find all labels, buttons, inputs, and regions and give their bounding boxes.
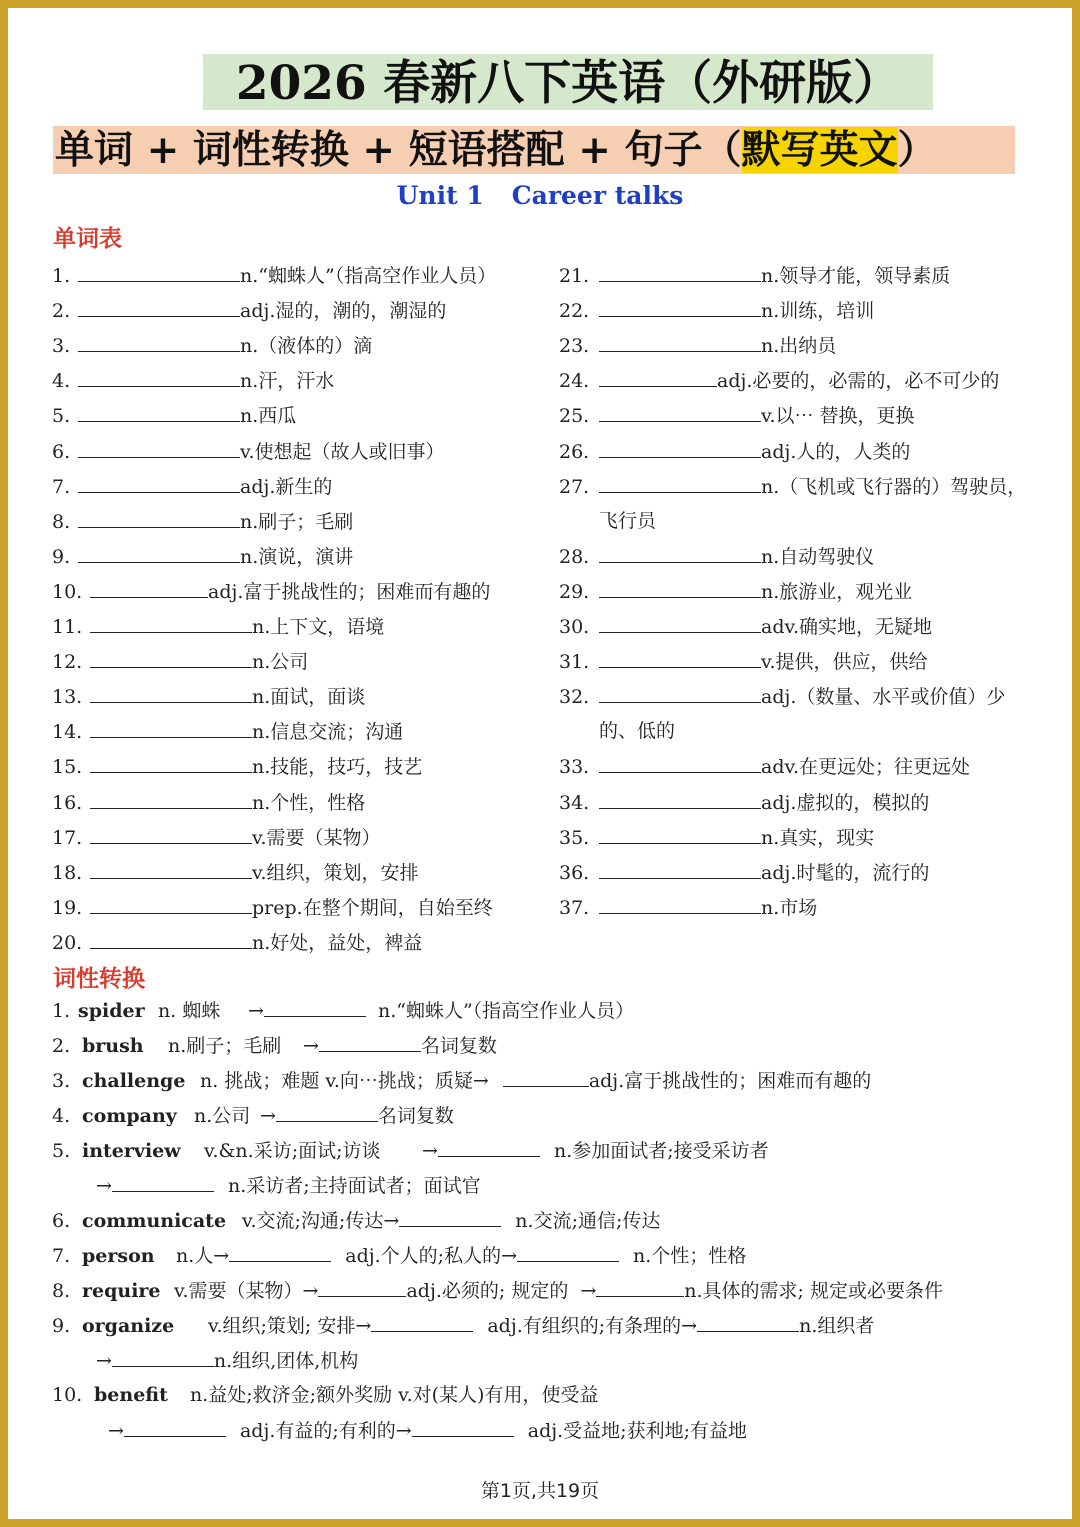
arrow-icon: → (422, 1140, 438, 1162)
conversion-word: organize (82, 1315, 175, 1337)
vocab-item (52, 649, 308, 674)
arrow-icon: → (96, 1175, 112, 1197)
answer-blank[interactable] (371, 1313, 473, 1332)
vocab-number: 4. (52, 370, 71, 393)
vocab-number: 34. (559, 791, 590, 814)
vocab-meaning: v.提供，供应，供给 (761, 651, 928, 674)
answer-blank[interactable] (599, 439, 761, 458)
answer-blank[interactable] (318, 1278, 406, 1297)
conversion-word: brush (82, 1035, 144, 1057)
answer-blank[interactable] (78, 298, 240, 317)
vocab-meaning: adj.虚拟的，模拟的 (761, 791, 930, 814)
answer-blank[interactable] (438, 1138, 540, 1157)
answer-blank[interactable] (599, 790, 761, 809)
vocab-number: 15. (52, 756, 83, 779)
vocab-item (52, 754, 422, 779)
vocab-item (52, 298, 446, 323)
vocab-item (52, 474, 332, 499)
conversion-word: company (82, 1105, 177, 1127)
answer-blank[interactable] (599, 474, 761, 493)
answer-blank[interactable] (319, 1033, 421, 1052)
subtitle-end: ） (897, 127, 937, 173)
arrow-icon: → (260, 1105, 276, 1127)
vocab-meaning: n.面试，面谈 (252, 686, 366, 709)
vocab-item (559, 544, 874, 569)
vocab-item (52, 333, 372, 358)
answer-blank[interactable] (90, 614, 252, 633)
vocab-meaning: n.西瓜 (240, 405, 297, 428)
answer-blank[interactable] (599, 825, 761, 844)
vocab-number: 32. (559, 686, 590, 709)
vocab-number: 3. (52, 335, 71, 358)
vocab-meaning: n.技能，技巧，技艺 (252, 756, 423, 779)
page-subtitle (53, 126, 1015, 174)
vocab-meaning: adj.新生的 (240, 475, 333, 498)
arrow-icon: → (383, 1210, 400, 1232)
answer-blank[interactable] (697, 1313, 799, 1332)
vocab-number: 19. (52, 896, 83, 919)
vocab-number: 9. (52, 545, 71, 568)
vocab-number: 6. (52, 440, 71, 463)
conversion-section-title: 词性转换 (53, 965, 145, 992)
conversion-row: 9. organize v.组织;策划; 安排→ adj.有组织的;有条理的→ n.组织者 (52, 1315, 875, 1337)
conversion-row: 6. communicate v.交流;沟通;传达→ n.交流;通信;传达 (52, 1210, 661, 1232)
vocab-number: 11. (52, 616, 83, 638)
vocab-number: 33. (559, 756, 590, 779)
vocab-number: 30. (559, 616, 590, 638)
arrow-icon: → (395, 1420, 412, 1442)
answer-blank[interactable] (90, 579, 208, 598)
vocab-item (52, 719, 403, 744)
conversion-word: spider (78, 1000, 145, 1022)
conversion-word: person (82, 1245, 155, 1267)
answer-blank[interactable] (399, 1208, 501, 1227)
vocab-number: 20. (52, 931, 83, 954)
conversion-row: 2. brush n.刷子；毛刷 → 名词复数 (52, 1035, 497, 1057)
vocab-number: 31. (559, 651, 590, 674)
conversion-word: challenge (82, 1070, 186, 1092)
arrow-icon: → (96, 1350, 112, 1372)
vocab-meaning: n.（液体的）滴 (240, 335, 373, 358)
vocab-item (559, 825, 874, 850)
answer-blank[interactable] (599, 895, 761, 914)
vocab-item (559, 439, 910, 464)
vocab-item (559, 754, 970, 779)
vocab-item (52, 368, 334, 393)
vocab-number: 27. (559, 475, 590, 498)
conversion-word: communicate (82, 1210, 227, 1232)
conversion-word: benefit (94, 1384, 168, 1406)
vocab-item (52, 579, 490, 604)
vocab-meaning: v.组织，策划，安排 (252, 861, 419, 884)
vocab-item (52, 509, 353, 534)
answer-blank[interactable] (599, 333, 761, 352)
vocab-meaning: n.领导才能，领导素质 (761, 265, 951, 287)
vocab-item (559, 649, 928, 674)
answer-blank[interactable] (90, 790, 252, 809)
answer-blank[interactable] (503, 1068, 589, 1087)
vocab-number: 16. (52, 791, 83, 814)
vocab-item (559, 684, 1005, 709)
answer-blank[interactable] (90, 719, 252, 738)
answer-blank[interactable] (112, 1173, 214, 1192)
vocab-meaning: n.训练，培训 (761, 300, 875, 323)
answer-blank[interactable] (78, 544, 240, 563)
unit-label: Unit 1 (396, 181, 484, 210)
answer-blank[interactable] (78, 368, 240, 387)
vocab-meaning: n.个性，性格 (252, 791, 366, 814)
vocab-item (559, 368, 999, 393)
conversion-row: 10. benefit n.益处;救济金;额外奖励 v.对(某人)有用，使受益 (52, 1384, 599, 1406)
answer-blank[interactable] (264, 998, 366, 1017)
arrow-icon: → (108, 1420, 124, 1442)
answer-blank[interactable] (90, 860, 252, 879)
vocab-item (559, 298, 874, 323)
conversion-row: → adj.有益的;有利的→ adj.受益地;获利地;有益地 (108, 1420, 747, 1442)
answer-blank[interactable] (599, 579, 761, 598)
vocab-number: 5. (52, 405, 71, 428)
conversion-row: 5. interview v.&n.采访;面试;访谈 → n.参加面试者;接受采访者 (52, 1140, 769, 1162)
page-footer: 第1页,共19页 (480, 1480, 600, 1502)
vocab-number: 14. (52, 721, 83, 744)
answer-blank[interactable] (90, 684, 252, 703)
answer-blank[interactable] (78, 439, 240, 458)
vocab-meaning: n.旅游业，观光业 (761, 580, 913, 603)
answer-blank[interactable] (78, 403, 240, 422)
vocab-item (559, 790, 929, 815)
subtitle-main: 单词 + 词性转换 + 短语搭配 + 句子（ (55, 127, 742, 173)
vocab-number: 29. (559, 580, 590, 603)
vocab-number: 23. (559, 335, 590, 358)
vocab-number: 18. (52, 861, 83, 884)
conversion-row: 7. person n.人→ adj.个人的;私人的→ n.个性；性格 (52, 1245, 747, 1267)
answer-blank[interactable] (112, 1348, 214, 1367)
vocab-number: 10. (52, 580, 83, 603)
vocab-meaning: prep.在整个期间，自始至终 (252, 896, 493, 919)
worksheet-page (8, 8, 1072, 1519)
answer-blank[interactable] (90, 754, 252, 773)
conversion-row: 3. challenge n. 挑战；难题 v.向⋯挑战；质疑→ adj.富于挑战性的；困难而有趣的 (52, 1070, 872, 1092)
vocab-item (52, 860, 419, 885)
subtitle-highlight: 默写英文 (741, 127, 898, 173)
vocab-number: 13. (52, 686, 83, 709)
vocab-meaning: n.真实，现实 (761, 826, 875, 849)
answer-blank[interactable] (90, 649, 252, 668)
answer-blank[interactable] (78, 509, 240, 528)
arrow-icon: → (302, 1280, 319, 1302)
conversion-row: 1. spider n. 蜘蛛 → n.“蜘蛛人”（指高空作业人员） (52, 1000, 635, 1022)
vocab-item (559, 895, 817, 920)
arrow-icon: → (303, 1035, 319, 1057)
vocab-number: 17. (52, 826, 83, 849)
page-title: 2026 春新八下英语（外研版） (203, 54, 933, 110)
vocab-item (559, 614, 932, 639)
answer-blank[interactable] (599, 860, 761, 879)
vocab-meaning: n.刷子；毛刷 (240, 510, 354, 533)
vocab-item (52, 263, 496, 288)
vocab-meaning: v.使想起（故人或旧事） (240, 440, 445, 463)
vocab-item (52, 403, 296, 428)
vocab-item (559, 263, 950, 288)
vocab-meaning: adv.确实地，无疑地 (761, 616, 933, 638)
vocab-item (52, 790, 365, 815)
vocab-meaning: n.公司 (252, 651, 309, 674)
vocab-number: 26. (559, 440, 590, 463)
vocab-item (52, 684, 365, 709)
vocab-number: 7. (52, 475, 71, 498)
vocab-meaning: adj.富于挑战性的；困难而有趣的 (208, 580, 491, 603)
vocab-number: 21. (559, 265, 590, 287)
vocab-item (52, 930, 422, 955)
vocab-number: 12. (52, 651, 83, 674)
answer-blank[interactable] (90, 895, 252, 914)
vocab-number: 37. (559, 896, 590, 919)
arrow-icon: → (580, 1280, 597, 1302)
conversion-row: 4. company n.公司 → 名词复数 (52, 1105, 454, 1127)
vocab-meaning: n.自动驾驶仪 (761, 545, 875, 568)
answer-blank[interactable] (599, 649, 761, 668)
unit-title: Career talks (511, 181, 684, 210)
vocab-number: 8. (52, 510, 71, 533)
answer-blank[interactable] (599, 298, 761, 317)
arrow-icon: → (472, 1070, 489, 1092)
answer-blank[interactable] (229, 1243, 331, 1262)
conversion-word: require (82, 1280, 161, 1302)
vocab-meaning: n.汗，汗水 (240, 370, 335, 393)
vocab-item (52, 895, 493, 920)
answer-blank[interactable] (276, 1103, 378, 1122)
arrow-icon: → (213, 1245, 230, 1267)
vocab-number: 28. (559, 545, 590, 568)
vocab-meaning: adv.在更远处；往更远处 (761, 756, 971, 779)
answer-blank[interactable] (596, 1278, 684, 1297)
vocab-number: 36. (559, 861, 590, 884)
vocab-meaning: adj.人的，人类的 (761, 440, 911, 463)
vocab-meaning: adj.必要的，必需的，必不可少的 (717, 370, 1000, 393)
vocab-meaning: n.好处，益处，裨益 (252, 931, 423, 954)
answer-blank[interactable] (517, 1243, 619, 1262)
arrow-icon: → (355, 1315, 372, 1337)
vocab-item (52, 825, 381, 850)
vocab-item (559, 474, 1026, 499)
answer-blank[interactable] (124, 1418, 226, 1437)
vocab-item (52, 614, 384, 639)
vocab-meaning: v.需要（某物） (252, 826, 381, 849)
vocab-meaning: adj.时髦的，流行的 (761, 861, 930, 884)
vocab-meaning: n.市场 (761, 896, 818, 919)
conversion-row: → n.组织,团体,机构 (96, 1350, 359, 1372)
vocab-item (52, 544, 353, 569)
vocab-meaning: n.（飞机或飞行器的）驾驶员， (761, 475, 1027, 498)
vocab-item (559, 579, 912, 604)
vocab-number: 22. (559, 300, 590, 323)
vocab-item (559, 333, 836, 358)
answer-blank[interactable] (412, 1418, 514, 1437)
vocab-number: 35. (559, 826, 590, 849)
vocab-meaning: n.“蜘蛛人”（指高空作业人员） (240, 265, 497, 287)
vocab-item-continuation: 的、低的 (599, 720, 676, 743)
conversion-word: interview (82, 1140, 181, 1162)
vocab-meaning: adj.（数量、水平或价值）少 (761, 686, 1006, 709)
vocab-item (559, 403, 915, 428)
vocab-item (52, 439, 445, 464)
arrow-icon: → (501, 1245, 517, 1267)
vocab-meaning: n.出纳员 (761, 335, 837, 358)
conversion-row: 8. require v.需要（某物）→ adj.必须的; 规定的 → n.具体的需求; 规定或必要条件 (52, 1280, 943, 1302)
vocab-meaning: n.演说，演讲 (240, 545, 354, 568)
answer-blank[interactable] (599, 684, 761, 703)
answer-blank[interactable] (78, 474, 240, 493)
answer-blank[interactable] (599, 263, 761, 282)
vocab-number: 25. (559, 405, 590, 428)
vocab-meaning: n.信息交流；沟通 (252, 721, 404, 744)
arrow-icon: → (248, 1000, 264, 1022)
vocab-item-continuation: 飞行员 (599, 509, 657, 532)
conversion-row: → n.采访者;主持面试者；面试官 (96, 1175, 481, 1197)
vocab-section-title: 单词表 (53, 225, 122, 252)
answer-blank[interactable] (599, 754, 761, 773)
vocab-meaning: adj.湿的，潮的，潮湿的 (240, 300, 447, 323)
answer-blank[interactable] (599, 614, 761, 633)
answer-blank[interactable] (78, 263, 240, 282)
vocab-meaning: v.以⋯ 替换，更换 (761, 405, 915, 428)
vocab-number: 24. (559, 370, 590, 393)
answer-blank[interactable] (599, 368, 717, 387)
answer-blank[interactable] (78, 333, 240, 352)
vocab-number: 2. (52, 300, 71, 323)
answer-blank[interactable] (599, 403, 761, 422)
vocab-number: 1. (52, 265, 71, 287)
answer-blank[interactable] (90, 930, 252, 949)
answer-blank[interactable] (90, 825, 252, 844)
vocab-item (559, 860, 929, 885)
unit-heading (8, 181, 1072, 210)
vocab-meaning: n.上下文，语境 (252, 616, 385, 638)
answer-blank[interactable] (599, 544, 761, 563)
arrow-icon: → (681, 1315, 698, 1337)
